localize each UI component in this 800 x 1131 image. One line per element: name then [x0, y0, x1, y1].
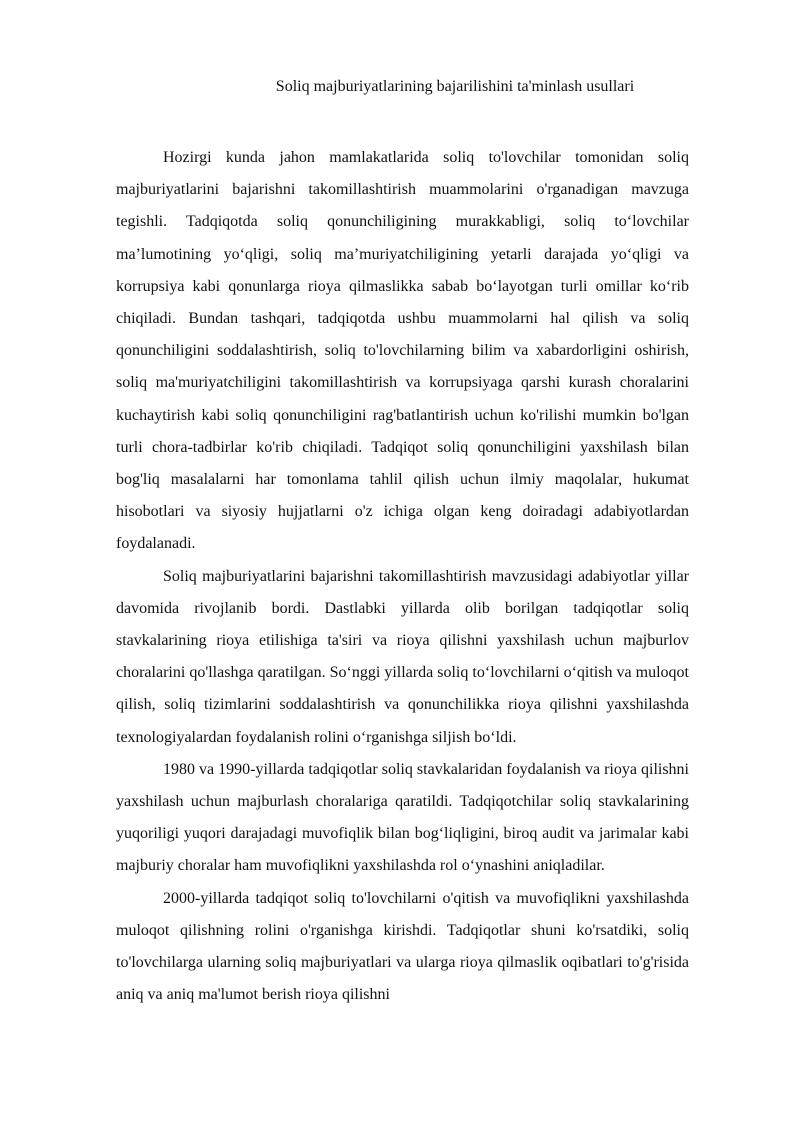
paragraph-2: Soliq majburiyatlarini bajarishni takomillashtirish mavzusidagi adabiyotlar yillar davomida rivojlanib bordi. Dastlabki yillarda olib borilgan tadqiqotlar soliq stavkalarining rioya etilishiga ta'siri va rioya qilishni yaxshilash uchun majburlov choralarini qo'llashga qaratilgan. So‘nggi yillarda soliq to‘lovchilarni o‘qitish va muloqot qilish, soliq tizimlarini soddalashtirish va qonunchilikka rioya qilishni yaxshilashda texnologiyalardan foydalanish rolini o‘rganishga siljish bo‘ldi. [116, 567, 689, 746]
paragraph-3: 1980 va 1990-yillarda tadqiqotlar soliq stavkalaridan foydalanish va rioya qilishni yaxshilash uchun majburlash choralariga qaratildi. Tadqiqotchilar soliq stavkalarining yuqoriligi yuqori darajadagi muvofiqlik bilan bog‘liqligini, biroq audit va jarimalar kabi majburiy choralar ham muvofiqlikni yaxshilashda rol o‘ynashini aniqladilar. [116, 760, 689, 875]
paragraph-1: Hozirgi kunda jahon mamlakatlarida soliq to'lovchilar tomonidan soliq majburiyatlarini bajarishni takomillashtirish muammolarini o'rganadigan mavzuga tegishli. Tadqiqotda soliq qonunchiligining murakkabligi, soliq to‘lovchilar ma’lumotining yo‘qligi, soliq ma’muriyatchiligining yetarli darajada yo‘qligi va korrupsiya kabi qonunlarga rioya qilmaslikka sabab bo‘layotgan turli omillar ko‘rib chiqiladi. Bundan tashqari, tadqiqotda ushbu muammolarni hal qilish va soliq qonunchiligini soddalashtirish, soliq to'lovchilarning bilim va xabardorligini oshirish, soliq ma'muriyatchiligini takomillashtirish va korrupsiyaga qarshi kurash choralarini kuchaytirish kabi soliq qonunchiligini rag'batlantirish uchun ko'rilishi mumkin bo'lgan turli chora-tadbirlar ko'rib chiqiladi. Tadqiqot soliq qonunchiligini yaxshilash bilan bog'liq masalalarni har tomonlama tahlil qilish uchun ilmiy maqolalar, hukumat hisobotlari va siyosiy hujjatlarni o'z ichiga olgan keng doiradagi adabiyotlardan foydalanadi. [116, 149, 689, 553]
document-title: Soliq majburiyatlarining bajarilishini ta'minlash usullari [275, 78, 635, 95]
paragraph-4: 2000-yillarda tadqiqot soliq to'lovchilarni o'qitish va muvofiqlikni yaxshilashda muloqot qilishning rolini o'rganishga kirishdi. Tadqiqotlar shuni ko'rsatdiki, soliq to'lovchilarga ularning soliq majburiyatlari va ularga rioya qilmaslik oqibatlari to'g'risida aniq va aniq ma'lumot berish rioya qilishni [116, 889, 689, 1004]
document-body [116, 142, 689, 1011]
